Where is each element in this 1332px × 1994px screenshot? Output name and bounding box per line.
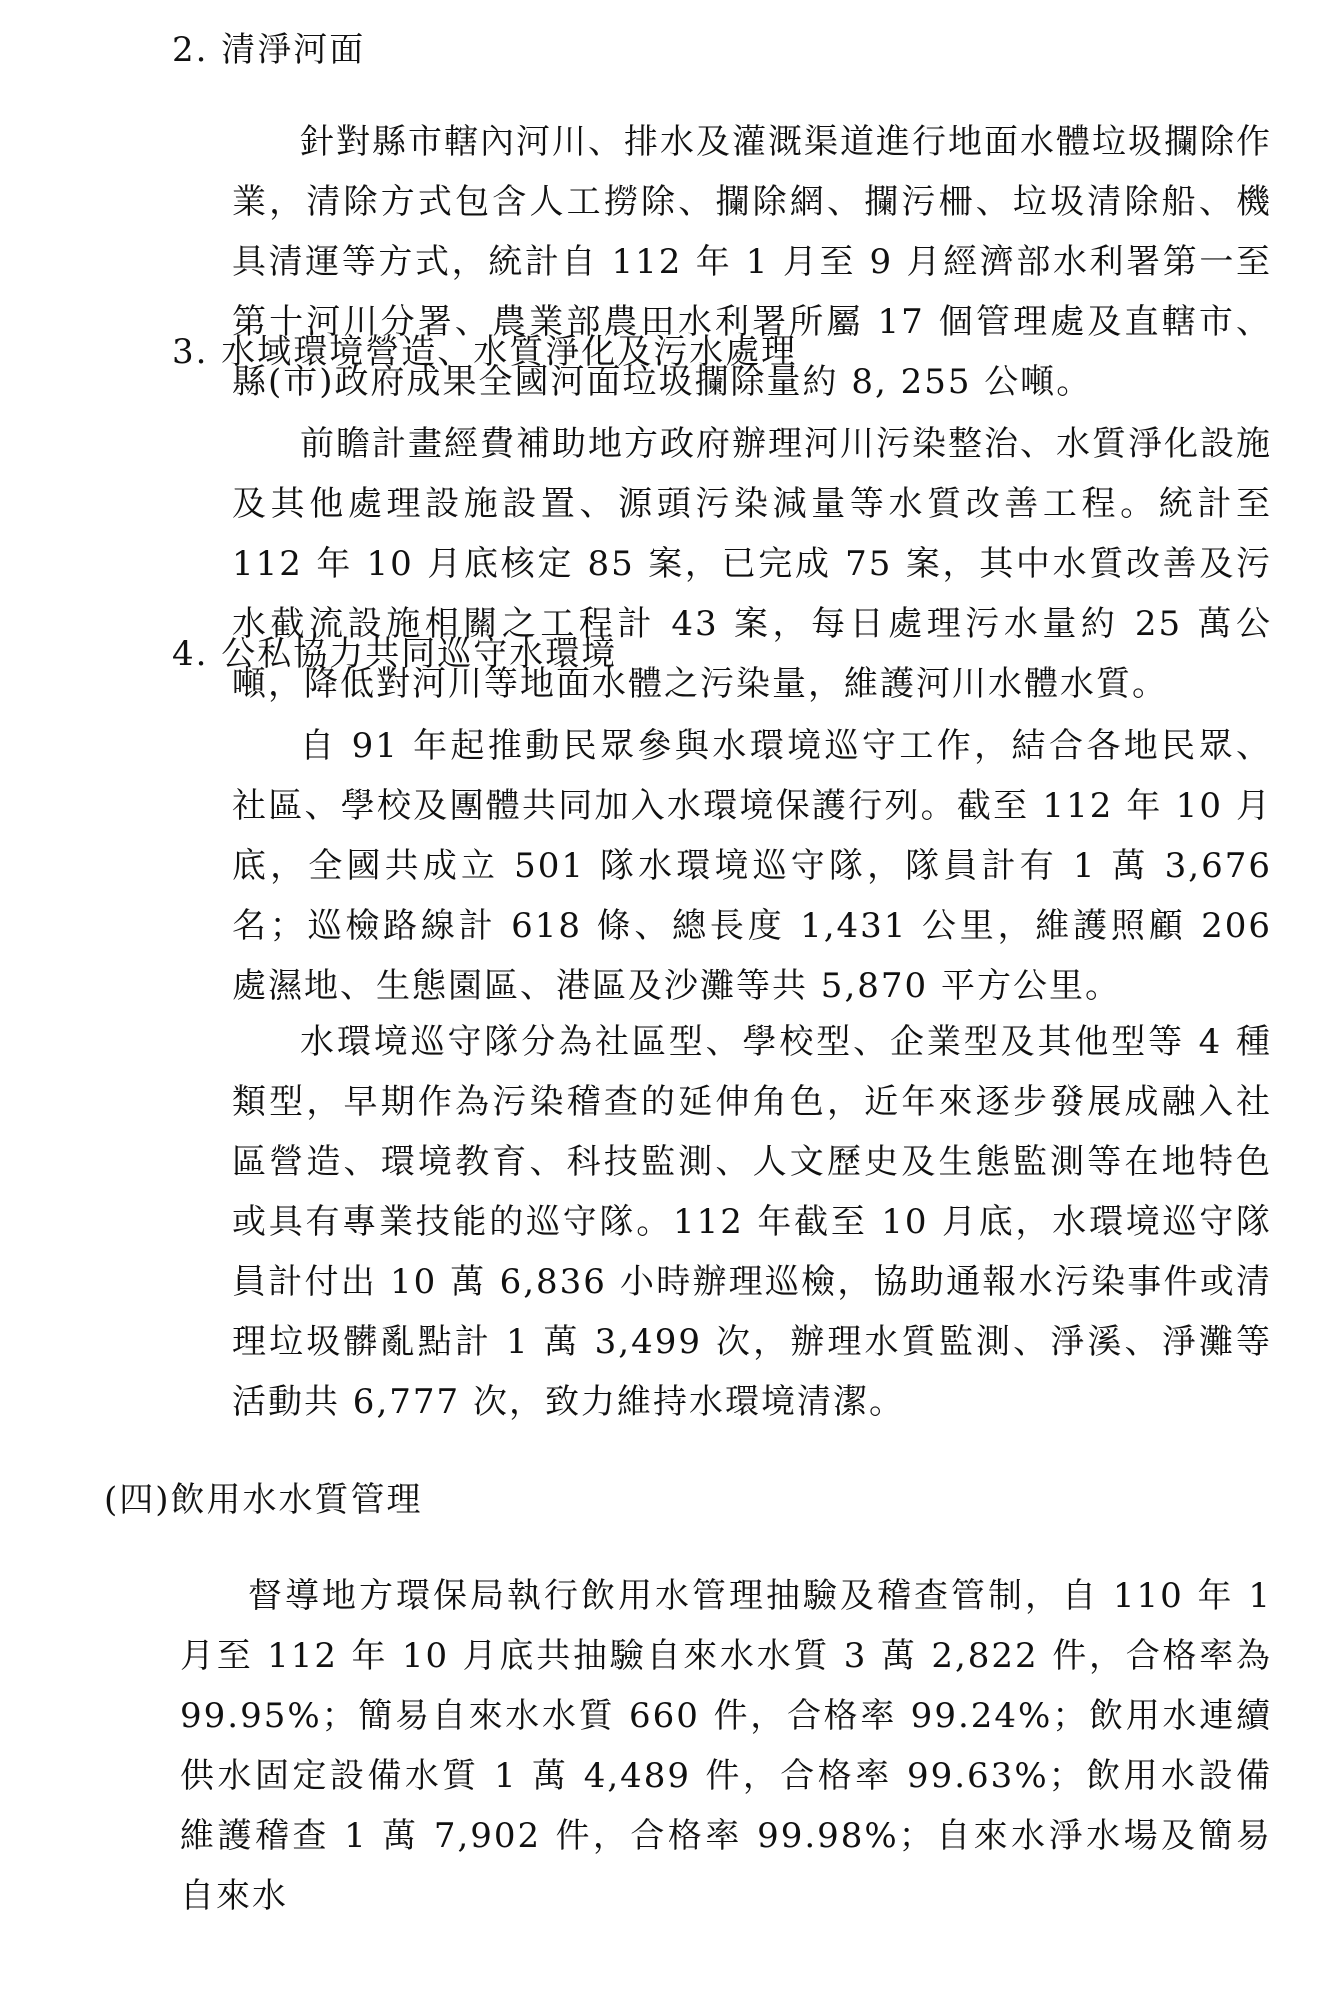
section-paragraph: 督導地方環保局執行飲用水管理抽驗及稽查管制，自 110 年 1 月至 112 年 10 月底共抽驗自來水水質 3 萬 2,822 件，合格率為 99.95%；簡易自來水水質 660 件，合格率 99.24%；飲用水連續供水固定設備水質 1 萬 4,489 件，合格率 99.63%；飲用水設備維護稽查 1 萬 7,902 件，合格率 99.98%；自來水淨水場及簡易自來水: [180, 1576, 1272, 1916]
paragraph-text: 自 91 年起推動民眾參與水環境巡守工作，結合各地民眾、社區、學校及團體共同加入水環境保護行列。截至 112 年 10 月底，全國共成立 501 隊水環境巡守隊，隊員計有 1 萬 3,676 名；巡檢路線計 618 條、總長度 1,431 公里，維護照顧 206 處濕地、生態園區、港區及沙灘等共 5,870 平方公里。: [232, 726, 1272, 1006]
section-paragraph: [232, 1012, 1272, 1432]
paragraph-text: 針對縣市轄內河川、排水及灌溉渠道進行地面水體垃圾攔除作業，清除方式包含人工撈除、攔除網、攔污柵、垃圾清除船、機具清運等方式，統計自 112 年 1 月至 9 月經濟部水利署第一至第十河川分署、農業部農田水利署所屬 17 個管理處及直轄市、縣(市)政府成果全國河面垃圾攔除量約 8, 255 公噸。: [232, 122, 1272, 402]
paragraph-text: 前瞻計畫經費補助地方政府辦理河川污染整治、水質淨化設施及其他處理設施設置、源頭污染減量等水質改善工程。統計至 112 年 10 月底核定 85 案，已完成 75 案，其中水質改善及污水截流設施相關之工程計 43 案，每日處理污水量約 25 萬公噸，降低對河川等地面水體之污染量，維護河川水體水質。: [232, 424, 1272, 704]
section-paragraph: [232, 716, 1272, 1016]
section-heading-drinking-water: (四)飲用水水質管理: [104, 1480, 423, 1520]
section-heading-water-environment: 3. 水域環境營造、水質淨化及污水處理: [172, 332, 798, 372]
section-heading-clean-river-surface: 2. 清淨河面: [172, 30, 366, 70]
paragraph-text: 水環境巡守隊分為社區型、學校型、企業型及其他型等 4 種類型，早期作為污染稽查的延伸角色，近年來逐步發展成融入社區營造、環境教育、科技監測、人文歷史及生態監測等在地特色或具有專業技能的巡守隊。112 年截至 10 月底，水環境巡守隊員計付出 10 萬 6,836 小時辦理巡檢，協助通報水污染事件或清理垃圾髒亂點計 1 萬 3,499 次，辦理水質監測、淨溪、淨灘等活動共 6,777 次，致力維持水環境清潔。: [232, 1022, 1272, 1422]
section-heading-public-private-patrol: 4. 公私協力共同巡守水環境: [172, 634, 618, 674]
